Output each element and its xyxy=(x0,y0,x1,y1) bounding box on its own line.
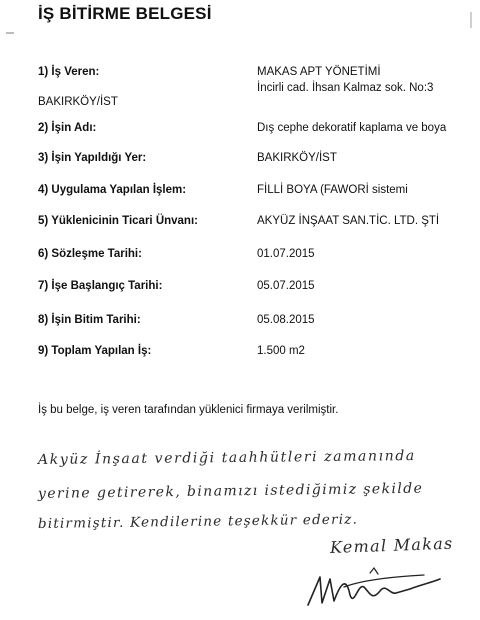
field-value: AKYÜZ İNŞAAT SAN.TİC. LTD. ŞTİ xyxy=(257,215,440,227)
field-label: 2) İşin Adı: xyxy=(38,122,97,134)
handwritten-line: yerine getirerek, binamızı istediğimiz şekilde xyxy=(37,480,424,502)
field-value: 01.07.2015 xyxy=(257,248,315,260)
field-label: 1) İş Veren: xyxy=(38,66,100,78)
field-value: 05.07.2015 xyxy=(257,280,315,292)
field-label: 7) İşe Başlangıç Tarihi: xyxy=(38,280,163,292)
field-value: 05.08.2015 xyxy=(257,314,315,326)
field-value: 1.500 m2 xyxy=(257,345,305,357)
field-label: 3) İşin Yapıldığı Yer: xyxy=(38,152,147,164)
employer-address-continuation: BAKIRKÖY/İST xyxy=(38,96,118,108)
field-label: 4) Uygulama Yapılan İşlem: xyxy=(38,184,187,196)
field-value: MAKAS APT YÖNETİMİ xyxy=(257,66,381,78)
field-job-name xyxy=(38,122,478,140)
field-contractor xyxy=(38,215,478,233)
field-label: 5) Yüklenicinin Ticari Ünvanı: xyxy=(38,215,198,227)
field-value: FİLLİ BOYA (FAWORİ sistemi xyxy=(257,184,408,196)
field-process xyxy=(38,184,478,202)
handwritten-name: Kemal Makas xyxy=(329,533,454,557)
field-label: 6) Sözleşme Tarihi: xyxy=(38,248,142,260)
field-label: 9) Toplam Yapılan İş: xyxy=(38,345,152,357)
field-total-work xyxy=(38,345,478,363)
scan-artifact xyxy=(470,12,472,28)
field-label: 8) İşin Bitim Tarihi: xyxy=(38,314,141,326)
document-title: İŞ BİTİRME BELGESİ xyxy=(38,4,212,23)
field-end-date xyxy=(38,314,478,332)
field-contract-date xyxy=(38,248,478,266)
handwritten-line: Akyüz İnşaat verdiği taahhütleri zamanında xyxy=(37,448,416,468)
field-job-location xyxy=(38,152,478,170)
signature xyxy=(300,565,450,615)
field-value: Dış cephe dekoratif kaplama ve boya xyxy=(257,122,447,134)
field-start-date xyxy=(38,280,478,298)
handwritten-line: bitirmiştir. Kendilerine teşekkür ederiz. xyxy=(37,511,359,532)
field-value: BAKIRKÖY/İST xyxy=(257,152,337,164)
footer-statement: İş bu belge, iş veren tarafından yüklenici firmaya verilmiştir. xyxy=(38,404,339,416)
scan-artifact xyxy=(6,32,14,34)
employer-address: İncirli cad. İhsan Kalmaz sok. No:3 xyxy=(257,82,434,94)
